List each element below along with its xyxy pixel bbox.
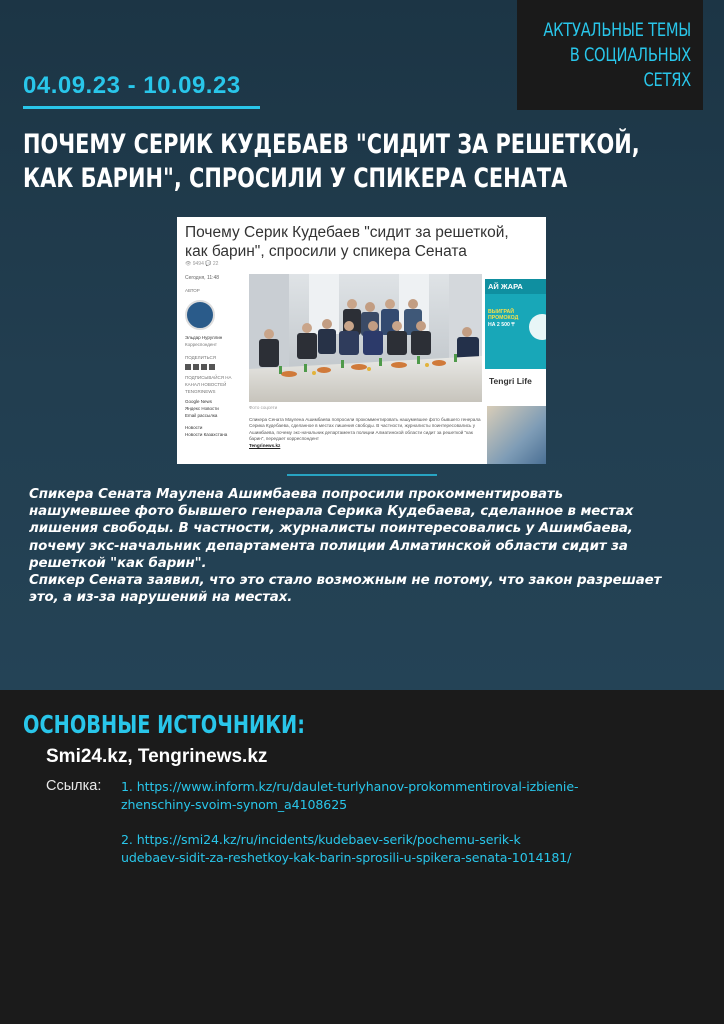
ad-banner-tengri-life [485, 372, 546, 464]
summary-line: Спикер Сената заявил, что это стало возможным не потому, что закон разрешает [29, 573, 662, 589]
ad-line: ВЫИГРАЙ [488, 309, 514, 315]
ad-logo-circle [529, 314, 546, 340]
share-icon [185, 364, 191, 370]
share-icon [209, 364, 215, 370]
badge-line: АКТУАЛЬНЫЕ ТЕМЫ [543, 19, 691, 41]
ad2-image [487, 406, 546, 464]
news-link: Новости [185, 425, 203, 430]
ad-line: НА 2 500 ₸ [488, 321, 515, 328]
author-name: Эльдар Нуруллин [185, 335, 223, 340]
ad-banner-promo [485, 279, 546, 369]
summary-line: решеткой "как барин". [29, 555, 207, 571]
subscribe-link: Яндекс Новости [185, 406, 219, 411]
share-icon [193, 364, 199, 370]
page-title [23, 128, 640, 196]
photo-caption: Фото соцсети [249, 405, 278, 410]
title-line: КАК БАРИН", СПРОСИЛИ У СПИКЕРА СЕНАТА [23, 163, 568, 194]
screenshot-title: Почему Серик Кудебаев "сидит за решеткой, как барин", спросили у спикера Сената [185, 224, 509, 260]
article-screenshot [177, 217, 546, 464]
author-label: АВТОР [185, 288, 200, 293]
subscribe-link: Google News [185, 399, 213, 404]
subscribe-link: Email рассылка [185, 413, 218, 418]
group-photo-image [249, 274, 482, 402]
ad-banner-title: АЙ ЖАРА [485, 279, 546, 294]
share-icons [185, 364, 245, 370]
summary-line: почему экс-начальник департамента полиции Алматинской области сидит за [29, 538, 628, 554]
source-link-1[interactable] [121, 778, 578, 814]
link-label: Ссылка: [46, 778, 102, 794]
link-line[interactable]: 1. https://www.inform.kz/ru/daulet-turlyhanov-prokommentiroval-izbienie- [121, 779, 579, 794]
avatar [185, 300, 215, 330]
screenshot-meta: 👁 9494 💬 22 [185, 261, 219, 267]
share-icon [201, 364, 207, 370]
date-range: 04.09.23 - 10.09.23 [23, 72, 241, 99]
article-summary [29, 486, 719, 606]
ad-banner-text [488, 309, 532, 328]
date-underline [23, 106, 260, 109]
article-photo [249, 274, 482, 402]
screenshot-source: Tengrinews.kz [249, 442, 281, 448]
section-divider [287, 474, 437, 476]
link-line[interactable]: 2. https://smi24.kz/ru/incidents/kudebaev-serik/pochemu-serik-k [121, 832, 521, 847]
screenshot-date: Сегодня, 11:48 [185, 275, 220, 281]
badge-line: СЕТЯХ [643, 69, 691, 91]
ad2-title: Tengri Life [489, 376, 532, 386]
screenshot-sidebar [185, 287, 245, 438]
share-label: ПОДЕЛИТЬСЯ [185, 355, 216, 360]
summary-line: Спикера Сената Маулена Ашимбаева попросили прокомментировать [29, 487, 563, 502]
summary-line: лишения свободы. В частности, журналисты поинтересовались у Ашимбаева, [29, 521, 633, 537]
summary-line: нашумевшее фото бывшего генерала Серика Кудебаева, сделанное в местах [29, 504, 634, 520]
badge-line: В СОЦИАЛЬНЫХ [569, 44, 691, 66]
screenshot-body-text: Спикера Сената Маулена Ашимбаева попросили прокомментировать нашумевшее фото бывшего генерала Серика Кудебаева, сделанное в местах лишения свободы. В частности, журналисты поинтересовались у Ашимбаева, почему экс-начальник департамента полиции Алматинской области сидит за решеткой "как барин", передает корреспондент [249, 417, 481, 442]
link-line[interactable]: zhenschiny-svoim-synom_a4108625 [121, 797, 348, 812]
subscribe-label: ПОДПИСЫВАЙСЯ НА КАНАЛ НОВОСТЕЙ TENGRINEWS [185, 375, 232, 394]
link-line[interactable]: udebaev-sidit-za-reshetkoy-kak-barin-sprosili-u-spikera-senata-1014181/ [121, 850, 572, 865]
summary-line: это, а из-за нарушений на местах. [29, 590, 293, 606]
source-link-2[interactable] [121, 831, 571, 867]
news-link: Новости Казахстана [185, 432, 228, 437]
sources-heading: ОСНОВНЫЕ ИСТОЧНИКИ: [23, 710, 305, 739]
ad-line: ПРОМОКОД [488, 315, 519, 322]
topic-badge [517, 0, 703, 110]
screenshot-body [249, 417, 484, 449]
title-line: ПОЧЕМУ СЕРИК КУДЕБАЕВ "СИДИТ ЗА РЕШЕТКОЙ, [23, 129, 640, 160]
sources-names: Smi24.kz, Tengrinews.kz [46, 746, 268, 767]
author-role: Корреспондент [185, 342, 217, 347]
